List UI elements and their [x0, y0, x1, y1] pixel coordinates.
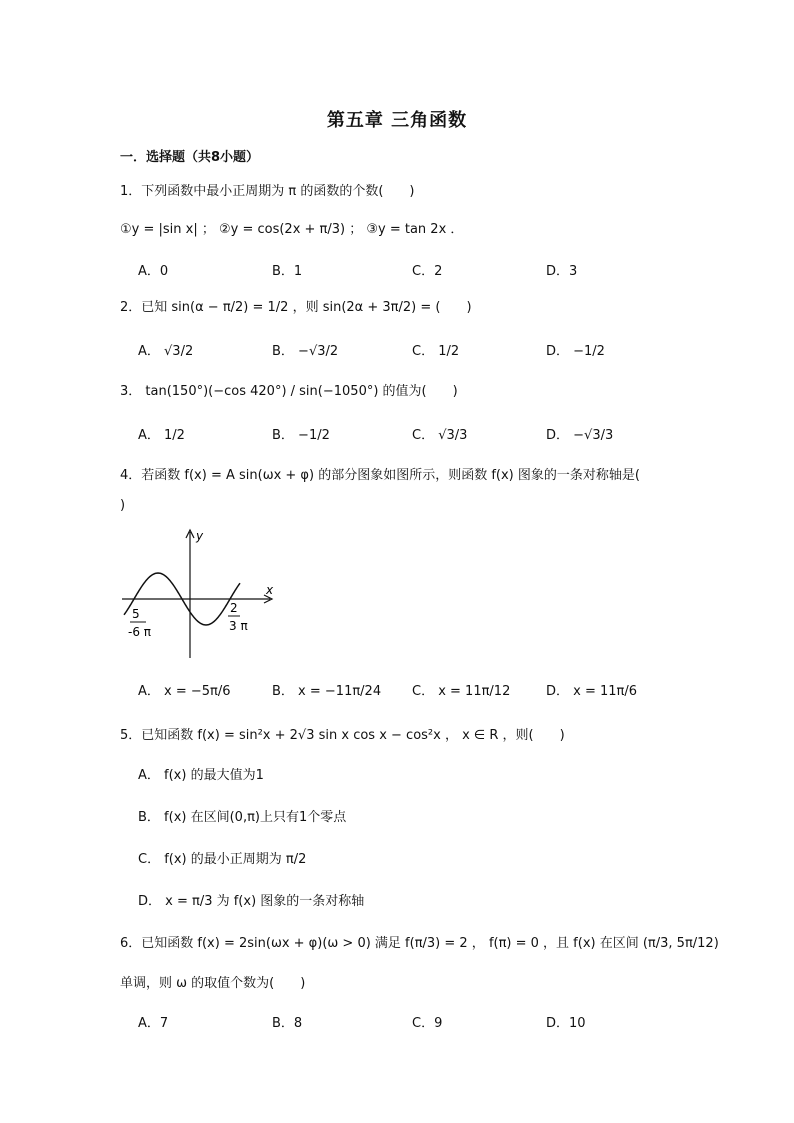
q6-option-d: D．10 [546, 1016, 586, 1031]
question-5-stem: 5．已知函数 f(x) = sin²x + 2√3 sin x cos x − cos²x ， x ∈ R ，则( ) [120, 728, 565, 743]
q1-option-c: C．2 [412, 264, 443, 279]
q2-option-a: A． √3/2 [138, 344, 194, 359]
section-heading: 一．选择题（共8小题） [120, 150, 260, 165]
question-2-stem: 2．已知 sin(α − π/2) = 1/2 ，则 sin(2α + 3π/2) = ( ) [120, 300, 472, 315]
q1-option-d: D．3 [546, 264, 578, 279]
question-6-stem: 6．已知函数 f(x) = 2sin(ωx + φ)(ω > 0) 满足 f(π/3) = 2 ， f(π) = 0 ，且 f(x) 在区间 (π/3, 5π/12) [120, 936, 719, 951]
question-1-stem: 1．下列函数中最小正周期为 π 的函数的个数( ) [120, 184, 415, 199]
sine-graph-figure [120, 526, 280, 662]
question-1-items: ①y = |sin x| ； ②y = cos(2x + π/3) ； ③y = tan 2x ． [120, 222, 464, 237]
question-3-stem: 3． tan(150°)(−cos 420°) / sin(−1050°) 的值为( ) [120, 384, 458, 399]
y-axis-label: y [196, 529, 204, 543]
q6-option-a: A．7 [138, 1016, 169, 1031]
right-zero-den: 3 π [229, 619, 248, 633]
q1-option-b: B．1 [272, 264, 303, 279]
q5-option-c: C． f(x) 的最小正周期为 π/2 [138, 852, 307, 867]
q4-option-b: B． x = −11π/24 [272, 684, 382, 699]
q5-option-b: B． f(x) 在区间(0,π)上只有1个零点 [138, 810, 347, 825]
q4-option-c: C． x = 11π/12 [412, 684, 511, 699]
question-6-stem-tail: 单调，则 ω 的取值个数为( ) [120, 976, 306, 991]
q3-option-b: B． −1/2 [272, 428, 330, 443]
q4-option-a: A． x = −5π/6 [138, 684, 231, 699]
q1-option-a: A．0 [138, 264, 169, 279]
right-zero-num: 2 [230, 601, 238, 615]
q6-option-c: C．9 [412, 1016, 443, 1031]
q4-option-d: D． x = 11π/6 [546, 684, 638, 699]
x-axis-label: x [266, 583, 274, 597]
q2-option-c: C． 1/2 [412, 344, 460, 359]
q2-option-d: D． −1/2 [546, 344, 605, 359]
q5-option-a: A． f(x) 的最大值为1 [138, 768, 264, 783]
page-title: 第五章 三角函数 [326, 110, 468, 131]
q6-option-b: B．8 [272, 1016, 303, 1031]
question-4-stem: 4．若函数 f(x) = A sin(ωx + φ) 的部分图象如图所示，则函数 f(x) 图象的一条对称轴是( [120, 468, 640, 483]
q3-option-c: C． √3/3 [412, 428, 468, 443]
question-4-stem-tail: ) [120, 498, 126, 513]
q5-option-d: D． x = π/3 为 f(x) 图象的一条对称轴 [138, 894, 365, 909]
q3-option-a: A． 1/2 [138, 428, 185, 443]
left-zero-num: 5 [132, 607, 140, 621]
q2-option-b: B． −√3/2 [272, 344, 339, 359]
q3-option-d: D． −√3/3 [546, 428, 614, 443]
left-zero-den: -6 π [128, 625, 152, 639]
